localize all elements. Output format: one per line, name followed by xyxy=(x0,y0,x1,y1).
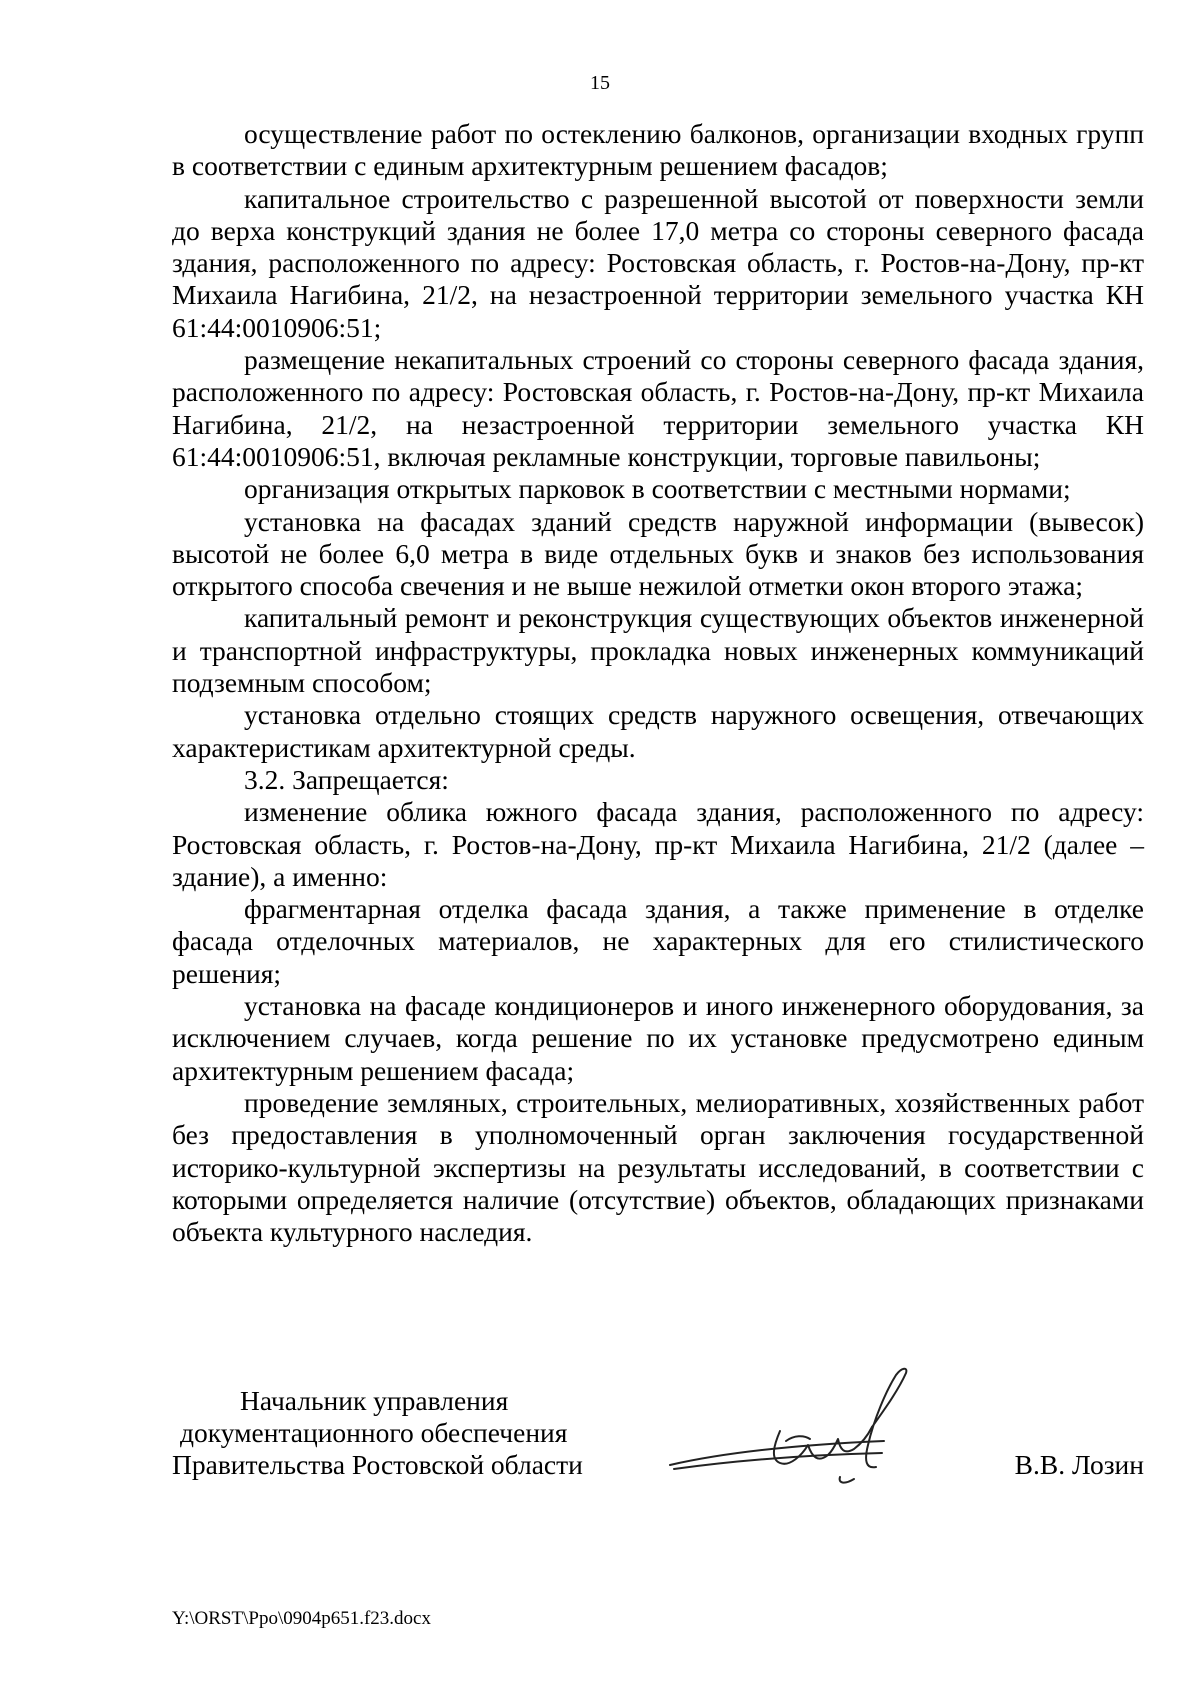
signatory-title-line: документационного обеспечения xyxy=(180,1417,568,1448)
paragraph: фрагментарная отделка фасада здания, а также применение в отделке фасада отделочных материалов, не характерных для его стилистического решения; xyxy=(172,893,1144,989)
paragraph: осуществление работ по остеклению балконов, организации входных групп в соответствии с единым архитектурным решением фасадов; xyxy=(172,118,1144,182)
page-number: 15 xyxy=(590,72,610,94)
paragraph: капитальный ремонт и реконструкция существующих объектов инженерной и транспортной инфраструктуры, прокладка новых инженерных коммуникаций подземным способом; xyxy=(172,602,1144,699)
paragraph: капитальное строительство с разрешенной высотой от поверхности земли до верха конструкций здания не более 17,0 метра со стороны северного фасада здания, расположенного по адресу: Ростовская область, г. Ростов-на-Дону, пр-кт Михаила Нагибина, 21/2, на незастроенной территории земельного участка КН 61:44:0010906:51; xyxy=(172,182,1144,343)
signature-block xyxy=(172,1385,1144,1515)
document-body xyxy=(172,118,1144,1248)
paragraph: установка на фасаде кондиционеров и иного инженерного оборудования, за исключением случаев, когда решение по их установке предусмотрено единым архитектурным решением фасада; xyxy=(172,990,1144,1086)
paragraph: установка на фасадах зданий средств наружной информации (вывесок) высотой не более 6,0 метра в виде отдельных букв и знаков без использования открытого способа свечения и не выше нежилой отметки окон второго этажа; xyxy=(172,505,1144,602)
signatory-title-line: Начальник управления xyxy=(240,1385,509,1416)
signatory-title xyxy=(172,1385,583,1481)
signatory-title-line: Правительства Ростовской области xyxy=(172,1449,583,1480)
paragraph: размещение некапитальных строений со стороны северного фасада здания, расположенного по адресу: Ростовская область, г. Ростов-на-Дону, пр-кт Михаила Нагибина, 21/2, на незастроенной территории земельного участка КН 61:44:0010906:51, включая рекламные конструкции, торговые павильоны; xyxy=(172,344,1144,472)
signatory-name: В.В. Лозин xyxy=(1014,1449,1144,1480)
paragraph: проведение земляных, строительных, мелиоративных, хозяйственных работ без предоставления в уполномоченный орган заключения государственной историко-культурной экспертизы на результаты исследований, в соответствии с которыми определяется наличие (отсутствие) объектов, обладающих признаками объекта культурного наследия. xyxy=(172,1086,1144,1248)
paragraph: установка отдельно стоящих средств наружного освещения, отвечающих характеристикам архитектурной среды. xyxy=(172,699,1144,763)
paragraph: изменение облика южного фасада здания, расположенного по адресу: Ростовская область, г. Ростов-на-Дону, пр-кт Михаила Нагибина, 21/2 (далее – здание), а именно: xyxy=(172,796,1144,892)
handwritten-signature xyxy=(662,1365,912,1500)
file-path: Y:\ORST\Ppo\0904p651.f23.docx xyxy=(172,1608,431,1629)
section-heading: 3.2. Запрещается: xyxy=(244,763,449,795)
paragraph: организация открытых парковок в соответствии с местными нормами; xyxy=(244,473,1071,505)
